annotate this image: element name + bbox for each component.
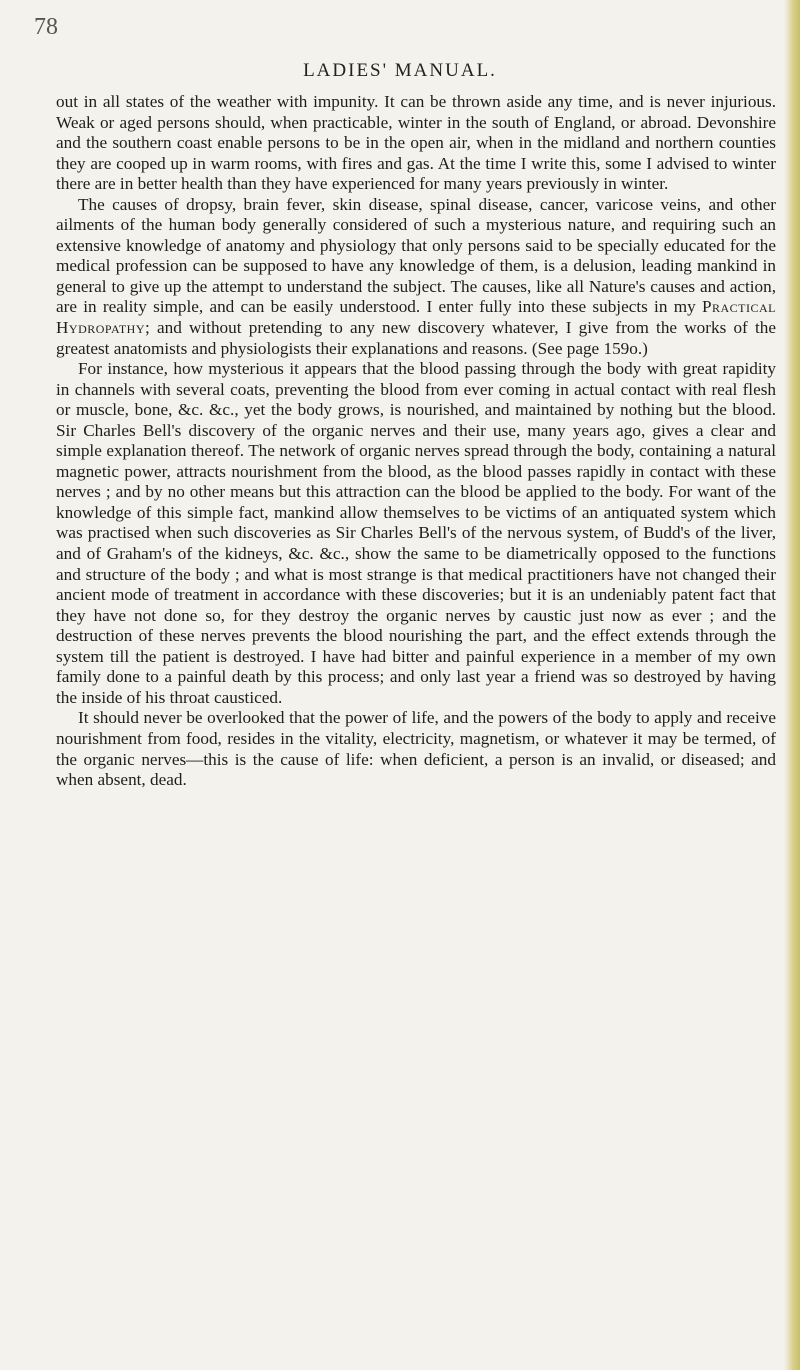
page-edge [784, 0, 800, 1370]
page-number: 78 [34, 14, 58, 40]
body-text [56, 92, 776, 791]
paragraph-text: The causes of dropsy, brain fever, skin disease, spinal disease, cancer, varicose veins, and other ailments of the human body generally considered of such a mysterious nature, and requiring such an extensive knowledge of anatomy and physiology that only persons said to be specially educated for the medical profession can be supposed to have any knowledge of them, is a delusion, leading mankind in general to give up the attempt to understand the subject. The causes, like all Nature's causes and action, are in reality simple, and can be easily understood. I enter fully into these subjects in my [56, 194, 776, 317]
running-head: LADIES' MANUAL. [303, 60, 497, 81]
paragraph-text: ; and without pretending to any new discovery whatever, I give from the works of the greatest anatomists and physiologists their explanations and reasons. (See page 159o.) [56, 318, 776, 358]
paragraph: out in all states of the weather with impunity. It can be thrown aside any time, and is never injurious. Weak or aged persons should, when practicable, winter in the south of England, or abroad. Devonshire and the southern coast enable persons to be in the open air, when in the midland and northern counties they are cooped up in warm rooms, with fires and gas. At the time I write this, some I advised to winter there are in better health than they have experienced for many years previously in winter. [56, 92, 776, 194]
paragraph: For instance, how mysterious it appears that the blood passing through the body with great rapidity in channels with several coats, preventing the blood from ever coming in actual contact with real flesh or muscle, bone, &c. &c., yet the body grows, is nourished, and maintained by nothing but the blood. Sir Charles Bell's discovery of the organic nerves and their use, many years ago, gives a clear and simple explanation thereof. The network of organic nerves spread through the body, containing a natural magnetic power, attracts nourishment from the blood, as the blood passes rapidly in contact with these nerves ; and by no other means but this attraction can the blood be applied to the body. For want of the knowledge of this simple fact, mankind allow themselves to be victims of an antiquated system which was practised when such discoveries as Sir Charles Bell's of the nervous system, of Budd's of the liver, and of Graham's of the kidneys, &c. &c., show the same to be diametrically opposed to the functions and structure of the body ; and what is most strange is that medical practitioners have not changed their ancient mode of treatment in accordance with these discoveries; but it is an undeniably patent fact that they have not done so, for they destroy the organic nerves by caustic just now as ever ; and the destruction of these nerves prevents the blood nourishing the part, and the effect extends through the system till the patient is destroyed. I have had bitter and painful experience in a member of my own family done to a painful death by this process; and only last year a friend was so destroyed by having the inside of his throat causticed. [56, 359, 776, 707]
book-title-emphasis: Practical Hydropathy [56, 297, 776, 338]
paragraph: It should never be overlooked that the power of life, and the powers of the body to apply and receive nourishment from food, resides in the vitality, electricity, magnetism, or whatever it may be termed, of the organic nerves—this is the cause of life: when deficient, a person is an invalid, or diseased; and when absent, dead. [56, 708, 776, 790]
paragraph [56, 195, 776, 359]
